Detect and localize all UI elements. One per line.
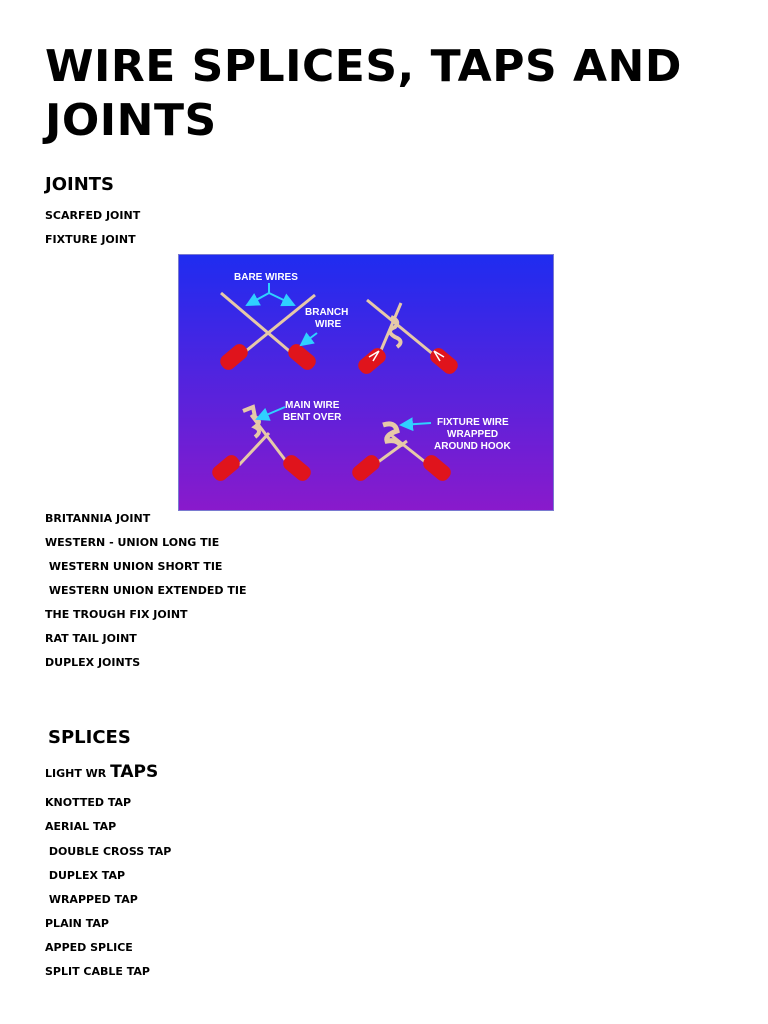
list-item: SPLIT CABLE TAP <box>45 965 150 978</box>
list-item: SCARFED JOINT <box>45 209 141 222</box>
list-item: PLAIN TAP <box>45 917 109 930</box>
light-wr-text: LIGHT WR <box>45 767 111 780</box>
list-item: WESTERN UNION EXTENDED TIE <box>45 584 247 597</box>
list-item: THE TROUGH FIX JOINT <box>45 608 188 621</box>
joints-heading: JOINTS <box>45 174 115 195</box>
list-item: APPED SPLICE <box>45 941 133 954</box>
label-branch-wire: BRANCH <box>305 307 349 318</box>
list-item: WESTERN - UNION LONG TIE <box>45 536 220 549</box>
taps-heading: TAPS <box>110 762 159 782</box>
label-branch-wire: WIRE <box>315 319 342 330</box>
list-item: BRITANNIA JOINT <box>45 512 151 525</box>
list-item: DUPLEX JOINTS <box>45 656 141 669</box>
label-fixture-wire: FIXTURE WIRE <box>437 417 509 428</box>
wire-joint-illustration <box>179 255 554 511</box>
label-main-wire: BENT OVER <box>283 412 342 423</box>
list-item: WESTERN UNION SHORT TIE <box>45 560 223 573</box>
taps-heading-line <box>45 762 158 782</box>
list-item: AERIAL TAP <box>45 820 117 833</box>
page-title: WIRE SPLICES, TAPS AND JOINTS <box>45 41 682 146</box>
list-item: KNOTTED TAP <box>45 796 132 809</box>
list-item: WRAPPED TAP <box>45 893 138 906</box>
wire-joint-figure <box>178 254 554 511</box>
label-fixture-wire: AROUND HOOK <box>434 441 511 452</box>
list-item: DUPLEX TAP <box>45 869 126 882</box>
list-item: FIXTURE JOINT <box>45 233 136 246</box>
list-item: DOUBLE CROSS TAP <box>45 845 172 858</box>
label-main-wire: MAIN WIRE <box>285 400 340 411</box>
list-item: RAT TAIL JOINT <box>45 632 137 645</box>
splices-heading: SPLICES <box>48 727 131 748</box>
label-fixture-wire: WRAPPED <box>447 429 499 440</box>
label-bare-wires: BARE WIRES <box>234 272 298 283</box>
